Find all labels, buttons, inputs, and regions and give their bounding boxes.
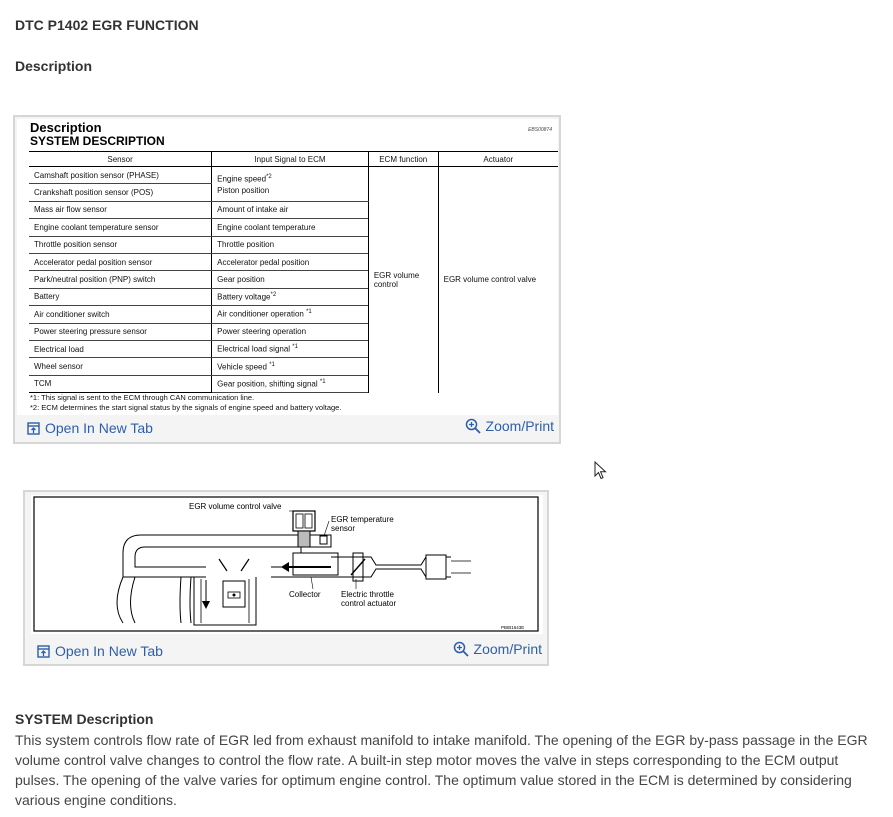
table-image: [17, 119, 558, 415]
footnote-mark: *1: [319, 379, 326, 386]
label-egr-valve: EGR volume control valve: [189, 502, 282, 511]
figure-code: EBS00874: [528, 127, 552, 133]
zoom-print-label: Zoom/Print: [485, 418, 554, 434]
sensor-cell: Mass air flow sensor: [29, 201, 212, 218]
label-throttle: Electric throttle: [341, 590, 394, 599]
diagram-image: [31, 495, 543, 634]
figure-toolbar: [15, 415, 559, 442]
sensor-cell: Engine coolant temperature sensor: [29, 219, 212, 236]
table-notes: [30, 393, 341, 413]
footnote-mark: *1: [292, 344, 298, 351]
sensor-cell: Power steering pressure sensor: [29, 323, 212, 340]
label-egr-temp: EGR temperature: [331, 515, 394, 524]
signal-text: Electrical load signal: [217, 344, 293, 354]
note-2: *2: ECM determines the start signal status by the signals of engine speed and battery voltage.: [30, 403, 342, 412]
actuator-cell: EGR volume control valve: [438, 167, 558, 393]
signal-text: Piston position: [217, 185, 270, 195]
system-description-heading: SYSTEM Description: [15, 711, 154, 727]
footnote-mark: *2: [270, 292, 277, 299]
ecm-function-cell: EGR volume control: [368, 167, 438, 393]
signal-text: Battery voltage: [217, 292, 271, 302]
figure-subtitle: SYSTEM DESCRIPTION: [30, 134, 165, 148]
zoom-in-icon: [453, 641, 469, 657]
signal-cell: [212, 340, 369, 357]
zoom-print-label: Zoom/Print: [473, 641, 542, 657]
zoom-print-link[interactable]: [465, 418, 554, 434]
col-header-actuator: Actuator: [438, 152, 558, 167]
sensor-cell: Park/neutral position (PNP) switch: [29, 271, 212, 288]
signal-cell: Amount of intake air: [212, 201, 369, 218]
figure-title: Description: [30, 120, 102, 135]
egr-diagram-figure: [23, 490, 549, 666]
open-in-new-tab-label: Open In New Tab: [55, 643, 163, 659]
sensor-cell: Accelerator pedal position sensor: [29, 253, 212, 270]
zoom-in-icon: [465, 418, 481, 434]
sensor-cell: Battery: [29, 288, 212, 305]
footnote-mark: *1: [269, 361, 275, 368]
system-table: [29, 151, 558, 393]
open-in-new-tab-link[interactable]: [37, 643, 163, 659]
zoom-print-link[interactable]: [453, 641, 542, 657]
signal-cell: [212, 288, 369, 305]
signal-cell: [212, 375, 369, 392]
footnote-mark: *2: [266, 174, 272, 181]
section-heading: Description: [15, 58, 93, 74]
egr-diagram: [31, 495, 543, 634]
open-new-tab-icon: [27, 422, 40, 435]
signal-cell: Gear position: [212, 271, 369, 288]
sensor-cell: Air conditioner switch: [29, 306, 212, 323]
open-in-new-tab-link[interactable]: [27, 420, 153, 436]
system-table-figure: [13, 115, 561, 444]
sensor-cell: Wheel sensor: [29, 358, 212, 375]
open-new-tab-icon: [37, 645, 50, 658]
table-row: [29, 167, 558, 184]
sensor-cell: Camshaft position sensor (PHASE): [29, 167, 212, 184]
sensor-cell: Throttle position sensor: [29, 236, 212, 253]
signal-cell: [212, 167, 369, 202]
open-in-new-tab-label: Open In New Tab: [45, 420, 153, 436]
system-description-text: This system controls flow rate of EGR led from exhaust manifold to intake manifold. The opening of the EGR by-pass passage in the EGR volume control valve changes to control the flow rate. A built-in step motor moves the valve in steps corresponding to the ECM output pulses. The opening of the valve varies for optimum engine control. The optimum value stored in the ECM is determined by considering various engine conditions.: [15, 732, 868, 808]
signal-cell: Throttle position: [212, 236, 369, 253]
signal-text: Gear position, shifting signal: [217, 379, 320, 389]
col-header-sensor: Sensor: [29, 152, 212, 167]
signal-cell: [212, 306, 369, 323]
sensor-cell: Crankshaft position sensor (POS): [29, 184, 212, 201]
diagram-code: PBIB1643E: [501, 625, 525, 630]
page-title: DTC P1402 EGR FUNCTION: [15, 17, 199, 33]
col-header-ecm: ECM function: [368, 152, 438, 167]
signal-text: Engine speed: [217, 174, 267, 184]
col-header-input: Input Signal to ECM: [212, 152, 369, 167]
signal-cell: [212, 358, 369, 375]
table-header-row: [29, 152, 558, 167]
signal-cell: Power steering operation: [212, 323, 369, 340]
label-egr-temp-sensor: sensor: [331, 524, 356, 533]
signal-cell: Accelerator pedal position: [212, 253, 369, 270]
sensor-cell: TCM: [29, 375, 212, 392]
signal-cell: Engine coolant temperature: [212, 219, 369, 236]
label-throttle-actuator: control actuator: [341, 599, 397, 608]
signal-text: Vehicle speed: [217, 362, 270, 372]
signal-text: Air conditioner operation: [217, 310, 307, 320]
label-collector: Collector: [289, 590, 321, 599]
mouse-cursor-icon: [594, 461, 608, 481]
note-1: *1: This signal is sent to the ECM through CAN communication line.: [30, 393, 255, 402]
footnote-mark: *1: [306, 309, 312, 316]
sensor-cell: Electrical load: [29, 340, 212, 357]
